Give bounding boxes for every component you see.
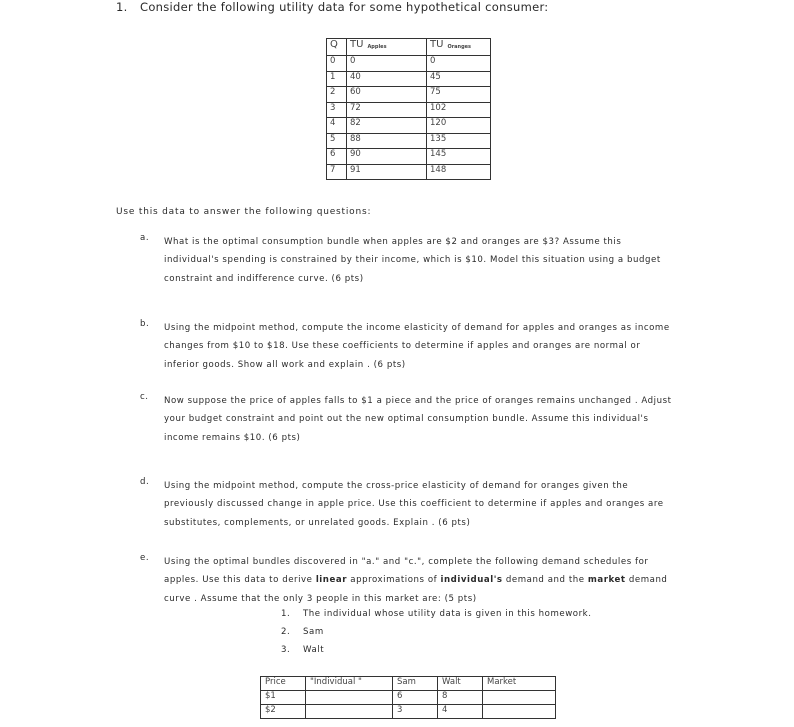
- table-row: [327, 71, 491, 87]
- person-number: 2.: [281, 627, 291, 637]
- table-row: [327, 118, 491, 134]
- utility-table: [326, 38, 491, 180]
- table-row: [261, 705, 556, 719]
- table-row: [327, 164, 491, 180]
- cell-tu-apples: 90: [347, 149, 427, 165]
- person-2: [281, 627, 324, 637]
- table-row: [327, 149, 491, 165]
- cell-sam: 6: [393, 691, 438, 705]
- cell-q: 6: [327, 149, 347, 165]
- cell-tu-oranges: 148: [427, 164, 491, 180]
- person-3: [281, 645, 324, 655]
- utility-table-header: [327, 39, 491, 56]
- cell-walt: 8: [438, 691, 483, 705]
- cell-q: 1: [327, 71, 347, 87]
- cell-tu-oranges: 45: [427, 71, 491, 87]
- part-a-label: a.: [140, 233, 150, 243]
- cell-tu-oranges: 0: [427, 56, 491, 72]
- person-text: Walt: [303, 645, 325, 655]
- cell-individual: [306, 705, 393, 719]
- person-number: 1.: [281, 609, 291, 619]
- cell-tu-apples: 72: [347, 102, 427, 118]
- cell-market: [483, 705, 556, 719]
- person-text: Sam: [303, 627, 324, 637]
- cell-sam: 3: [393, 705, 438, 719]
- cell-q: 4: [327, 118, 347, 134]
- table-row: [327, 56, 491, 72]
- cell-tu-oranges: 75: [427, 87, 491, 103]
- header-individual: "Individual ": [306, 677, 393, 691]
- part-b-text: Using the midpoint method, compute the income elasticity of demand for apples and oranges as income changes from $10 to $18. Use these coefficients to determine if apples and oranges are normal or inferior goods. Show all work and explain . (6 pts): [164, 323, 670, 370]
- question-text: Consider the following utility data for some hypothetical consumer:: [140, 0, 549, 14]
- cell-walt: 4: [438, 705, 483, 719]
- cell-price: $2: [261, 705, 306, 719]
- header-market: Market: [483, 677, 556, 691]
- person-text: The individual whose utility data is given in this homework.: [303, 609, 592, 619]
- part-d-text: Using the midpoint method, compute the cross-price elasticity of demand for oranges given the previously discussed change in apple price. Use this coefficient to determine if apples and oranges are substitutes, complements, or unrelated goods. Explain . (6 pts): [164, 481, 664, 528]
- cell-tu-apples: 60: [347, 87, 427, 103]
- part-c-text: Now suppose the price of apples falls to $1 a piece and the price of oranges remains unchanged . Adjust your budget constraint and point out the new optimal consumption bundle. Assume this individual's income remains $10. (6 pts): [164, 396, 672, 443]
- cell-tu-apples: 91: [347, 164, 427, 180]
- cell-tu-oranges: 120: [427, 118, 491, 134]
- cell-price: $1: [261, 691, 306, 705]
- header-tu-oranges: TU $_{Oranges}$: [427, 39, 491, 56]
- table-row: [327, 133, 491, 149]
- question-heading: [116, 0, 548, 14]
- header-price: Price: [261, 677, 306, 691]
- cell-tu-oranges: 102: [427, 102, 491, 118]
- cell-tu-oranges: 145: [427, 149, 491, 165]
- header-q: Q: [327, 39, 347, 56]
- intro-text: Use this data to answer the following questions:: [116, 207, 372, 217]
- cell-market: [483, 691, 556, 705]
- cell-q: 0: [327, 56, 347, 72]
- table-row: [327, 87, 491, 103]
- header-sam: Sam: [393, 677, 438, 691]
- part-a-text: What is the optimal consumption bundle when apples are $2 and oranges are $3? Assume this individual's spending is constrained by their income, which is $10. Model this situation using a budget constraint and indifference curve. (6 pts): [164, 237, 661, 284]
- cell-q: 5: [327, 133, 347, 149]
- part-e-text: Using the optimal bundles discovered in "a." and "c.", complete the following demand schedules for apples. Use this data to derive linear approximations of individual's demand and the market demand curve . Assume that the only 3 people in this market are: (5 pts): [164, 557, 668, 604]
- cell-q: 7: [327, 164, 347, 180]
- person-number: 3.: [281, 645, 291, 655]
- question-number: 1.: [116, 0, 128, 14]
- cell-tu-apples: 0: [347, 56, 427, 72]
- cell-q: 2: [327, 87, 347, 103]
- part-c-label: c.: [140, 392, 149, 402]
- cell-tu-apples: 82: [347, 118, 427, 134]
- table-row: [261, 691, 556, 705]
- header-tu-apples: TU $_{Apples}$: [347, 39, 427, 56]
- person-1: [281, 609, 592, 619]
- demand-table-header: [261, 677, 556, 691]
- cell-q: 3: [327, 102, 347, 118]
- table-row: [327, 102, 491, 118]
- cell-individual: [306, 691, 393, 705]
- cell-tu-apples: 88: [347, 133, 427, 149]
- part-e-label: e.: [140, 553, 150, 563]
- part-b-label: b.: [140, 319, 150, 329]
- demand-table: [260, 676, 556, 719]
- part-d-label: d.: [140, 477, 150, 487]
- cell-tu-oranges: 135: [427, 133, 491, 149]
- cell-tu-apples: 40: [347, 71, 427, 87]
- header-walt: Walt: [438, 677, 483, 691]
